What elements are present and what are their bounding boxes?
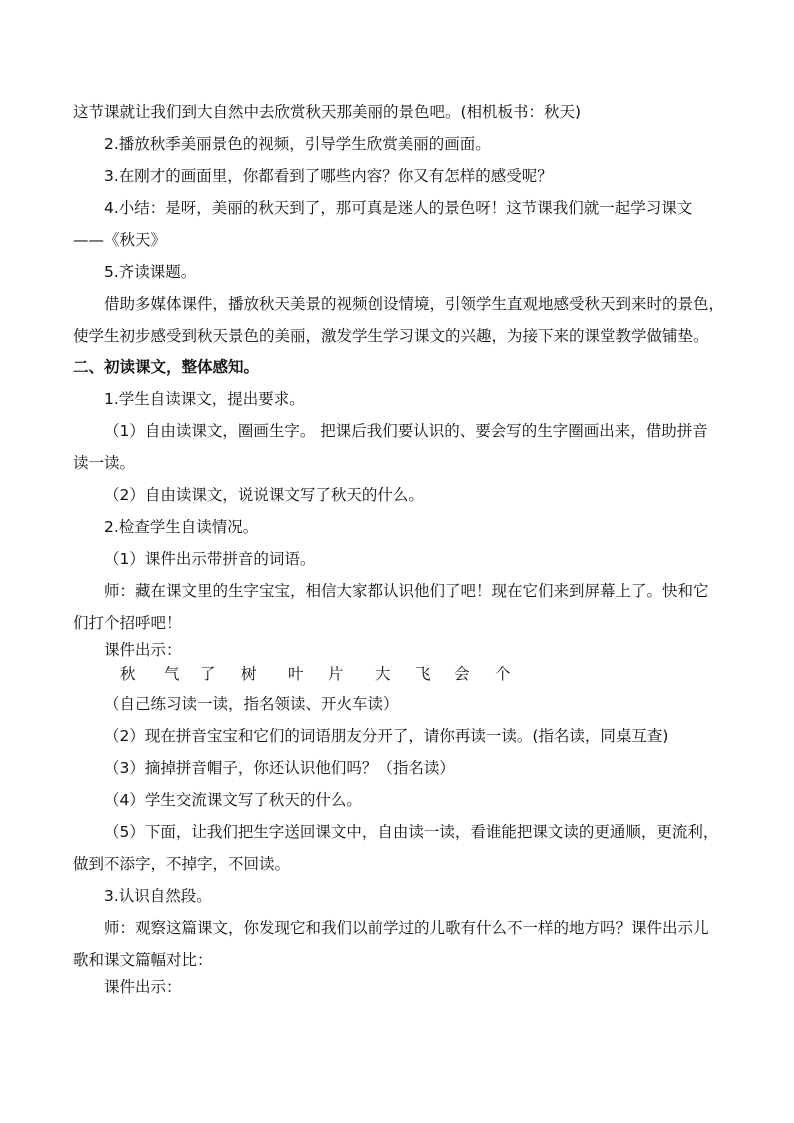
character-item: 气 — [164, 665, 180, 683]
paragraph: （5）下面，让我们把生字送回课文中，自由读一读，看谁能把课文读的更通顺，更流利， — [104, 823, 719, 841]
paragraph: 这节课就让我们到大自然中去欣赏秋天那美丽的景色吧。(相机板书：秋天) — [73, 103, 582, 121]
character-item: 会 — [454, 665, 470, 683]
paragraph: （1）自由读课文，圈画生字。 把课后我们要认识的、要会写的生字圈画出来，借助拼音 — [104, 422, 708, 440]
paragraph: （2）自由读课文，说说课文写了秋天的什么。 — [104, 486, 424, 504]
paragraph: 做到不添字，不掉字，不回读。 — [73, 855, 291, 873]
paragraph: （2）现在拼音宝宝和它们的词语朋友分开了，请你再读一读。(指名读，同桌互查) — [104, 727, 669, 745]
paragraph: 使学生初步感受到秋天景色的美丽，激发学生学习课文的兴趣，为接下来的课堂教学做铺垫。 — [73, 327, 709, 345]
character-list — [0, 664, 794, 684]
section-heading: 二、初读课文，整体感知。 — [73, 358, 260, 376]
paragraph: 歌和课文篇幅对比： — [73, 951, 213, 969]
paragraph: 课件出示： — [104, 641, 182, 659]
paragraph: 读一读。 — [73, 454, 136, 472]
character-item: 叶 — [288, 665, 304, 683]
paragraph: ——《秋天》 — [73, 231, 167, 249]
paragraph: 5.齐读课题。 — [104, 263, 197, 281]
paragraph: 借助多媒体课件，播放秋天美景的视频创设情境，引领学生直观地感受秋天到来时的景色， — [104, 295, 725, 313]
paragraph: （4）学生交流课文写了秋天的什么。 — [104, 791, 362, 809]
character-item: 个 — [495, 665, 511, 683]
paragraph: 们打个招呼吧！ — [73, 614, 182, 632]
paragraph: （1）课件出示带拼音的词语。 — [104, 550, 316, 568]
paragraph: 3.在刚才的画面里，你都看到了哪些内容？你又有怎样的感受呢？ — [104, 167, 553, 185]
paragraph: （3）摘掉拼音帽子，你还认识他们吗？（指名读） — [104, 759, 455, 777]
character-item: 大 — [375, 665, 391, 683]
paragraph: 1.学生自读课文，提出要求。 — [104, 390, 305, 408]
character-item: 了 — [200, 665, 216, 683]
paragraph: 3.认识自然段。 — [104, 887, 212, 905]
paragraph: 师：藏在课文里的生字宝宝，相信大家都认识他们了吧！现在它们来到屏幕上了。快和它 — [104, 582, 709, 600]
paragraph: 2.播放秋季美丽景色的视频，引导学生欣赏美丽的画面。 — [104, 135, 491, 153]
character-item: 飞 — [415, 665, 431, 683]
paragraph: 4.小结：是呀，美丽的秋天到了，那可真是迷人的景色呀！这节课我们就一起学习课文 — [104, 199, 693, 217]
character-item: 片 — [328, 665, 344, 683]
character-item: 树 — [241, 665, 257, 683]
paragraph: 课件出示： — [104, 978, 182, 996]
paragraph: （自己练习读一读，指名领读、开火车读） — [104, 695, 399, 713]
paragraph: 2.检查学生自读情况。 — [104, 518, 259, 536]
paragraph: 师：观察这篇课文，你发现它和我们以前学过的儿歌有什么不一样的地方吗？课件出示儿 — [104, 919, 709, 937]
character-item: 秋 — [120, 665, 136, 683]
